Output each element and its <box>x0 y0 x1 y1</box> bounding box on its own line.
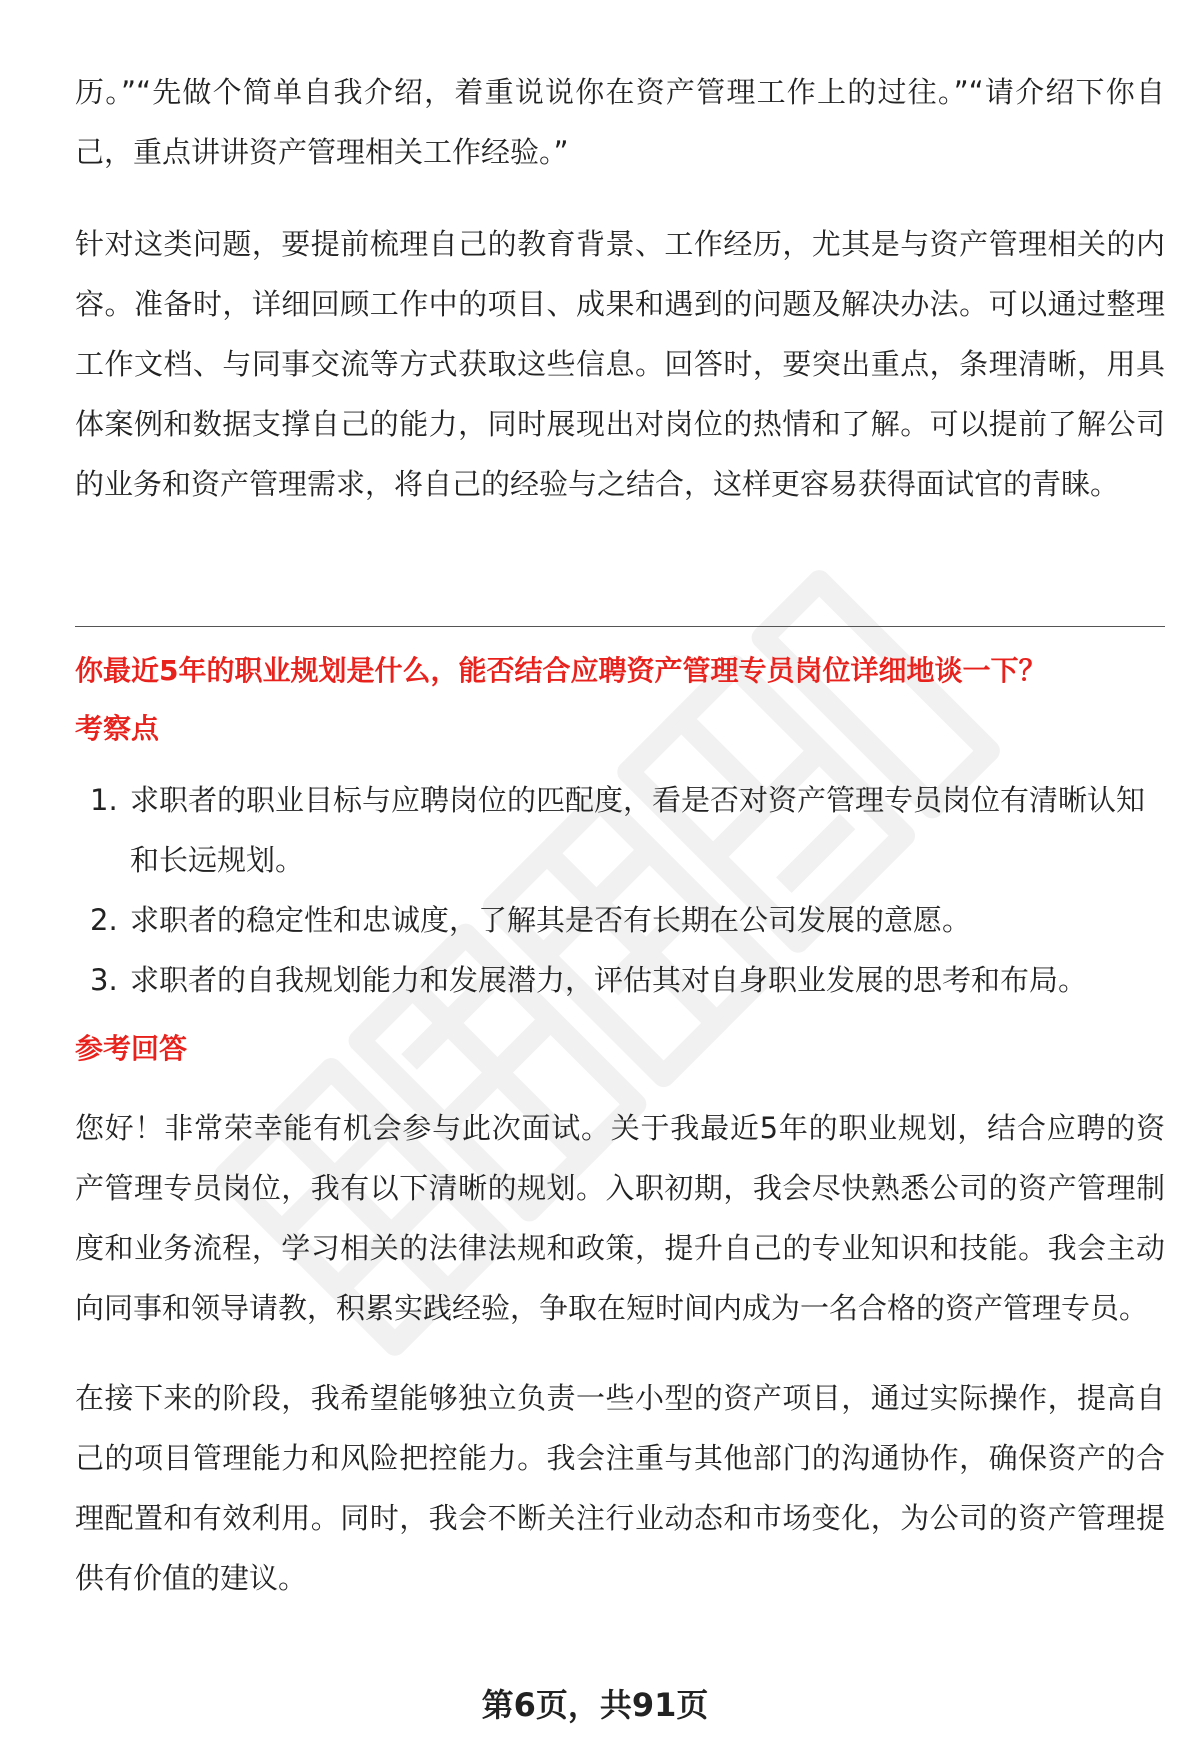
question-title: 你最近5年的职业规划是什么，能否结合应聘资产管理专员岗位详细地谈一下？ <box>75 654 1047 687</box>
focus-point-number: 2. <box>90 903 118 937</box>
focus-point-text: 求职者的稳定性和忠诚度，了解其是否有长期在公司发展的意愿。 <box>130 903 972 937</box>
focus-point-text: 求职者的自我规划能力和发展潜力，评估其对自身职业发展的思考和布局。 <box>130 963 1088 997</box>
answer-label: 参考回答 <box>75 1032 188 1065</box>
answer-paragraph-2: 在接下来的阶段，我希望能够独立负责一些小型的资产项目，通过实际操作，提高自己的项目管理能力和风险把控能力。我会注重与其他部门的沟通协作，确保资产的合理配置和有效利用。同时，我会不断关注行业动态和市场变化，为公司的资产管理提供有价值的建议。 <box>75 1381 1165 1595</box>
focus-point-text: 求职者的职业目标与应聘岗位的匹配度，看是否对资产管理专员岗位有清晰认知和长远规划。 <box>130 783 1146 877</box>
question-section <box>75 642 1165 1078</box>
focus-point-number: 1. <box>90 783 118 817</box>
intro-paragraph-2: 针对这类问题，要提前梳理自己的教育背景、工作经历，尤其是与资产管理相关的内容。准备时，详细回顾工作中的项目、成果和遇到的问题及解决办法。可以通过整理工作文档、与同事交流等方式获取这些信息。回答时，要突出重点，条理清晰，用具体案例和数据支撑自己的能力，同时展现出对岗位的热情和了解。可以提前了解公司的业务和资产管理需求，将自己的经验与之结合，这样更容易获得面试官的青睐。 <box>75 227 1165 501</box>
focus-point <box>75 890 1165 950</box>
intro-section <box>75 62 1165 514</box>
focus-point <box>75 770 1165 890</box>
answer-section <box>75 1098 1165 1608</box>
focus-points-list <box>75 770 1165 1010</box>
section-divider <box>75 626 1165 627</box>
answer-paragraph-1: 您好！非常荣幸能有机会参与此次面试。关于我最近5年的职业规划，结合应聘的资产管理专员岗位，我有以下清晰的规划。入职初期，我会尽快熟悉公司的资产管理制度和业务流程，学习相关的法律法规和政策，提升自己的专业知识和技能。我会主动向同事和领导请教，积累实践经验，争取在短时间内成为一名合格的资产管理专员。 <box>75 1111 1165 1325</box>
focus-point-number: 3. <box>90 963 118 997</box>
intro-paragraph-1: 历。”“先做个简单自我介绍，着重说说你在资产管理工作上的过往。”“请介绍下你自己，重点讲讲资产管理相关工作经验。” <box>75 75 1165 169</box>
page-number: 第6页，共91页 <box>481 1686 709 1724</box>
focus-label: 考察点 <box>75 712 160 745</box>
focus-point <box>75 950 1165 1010</box>
